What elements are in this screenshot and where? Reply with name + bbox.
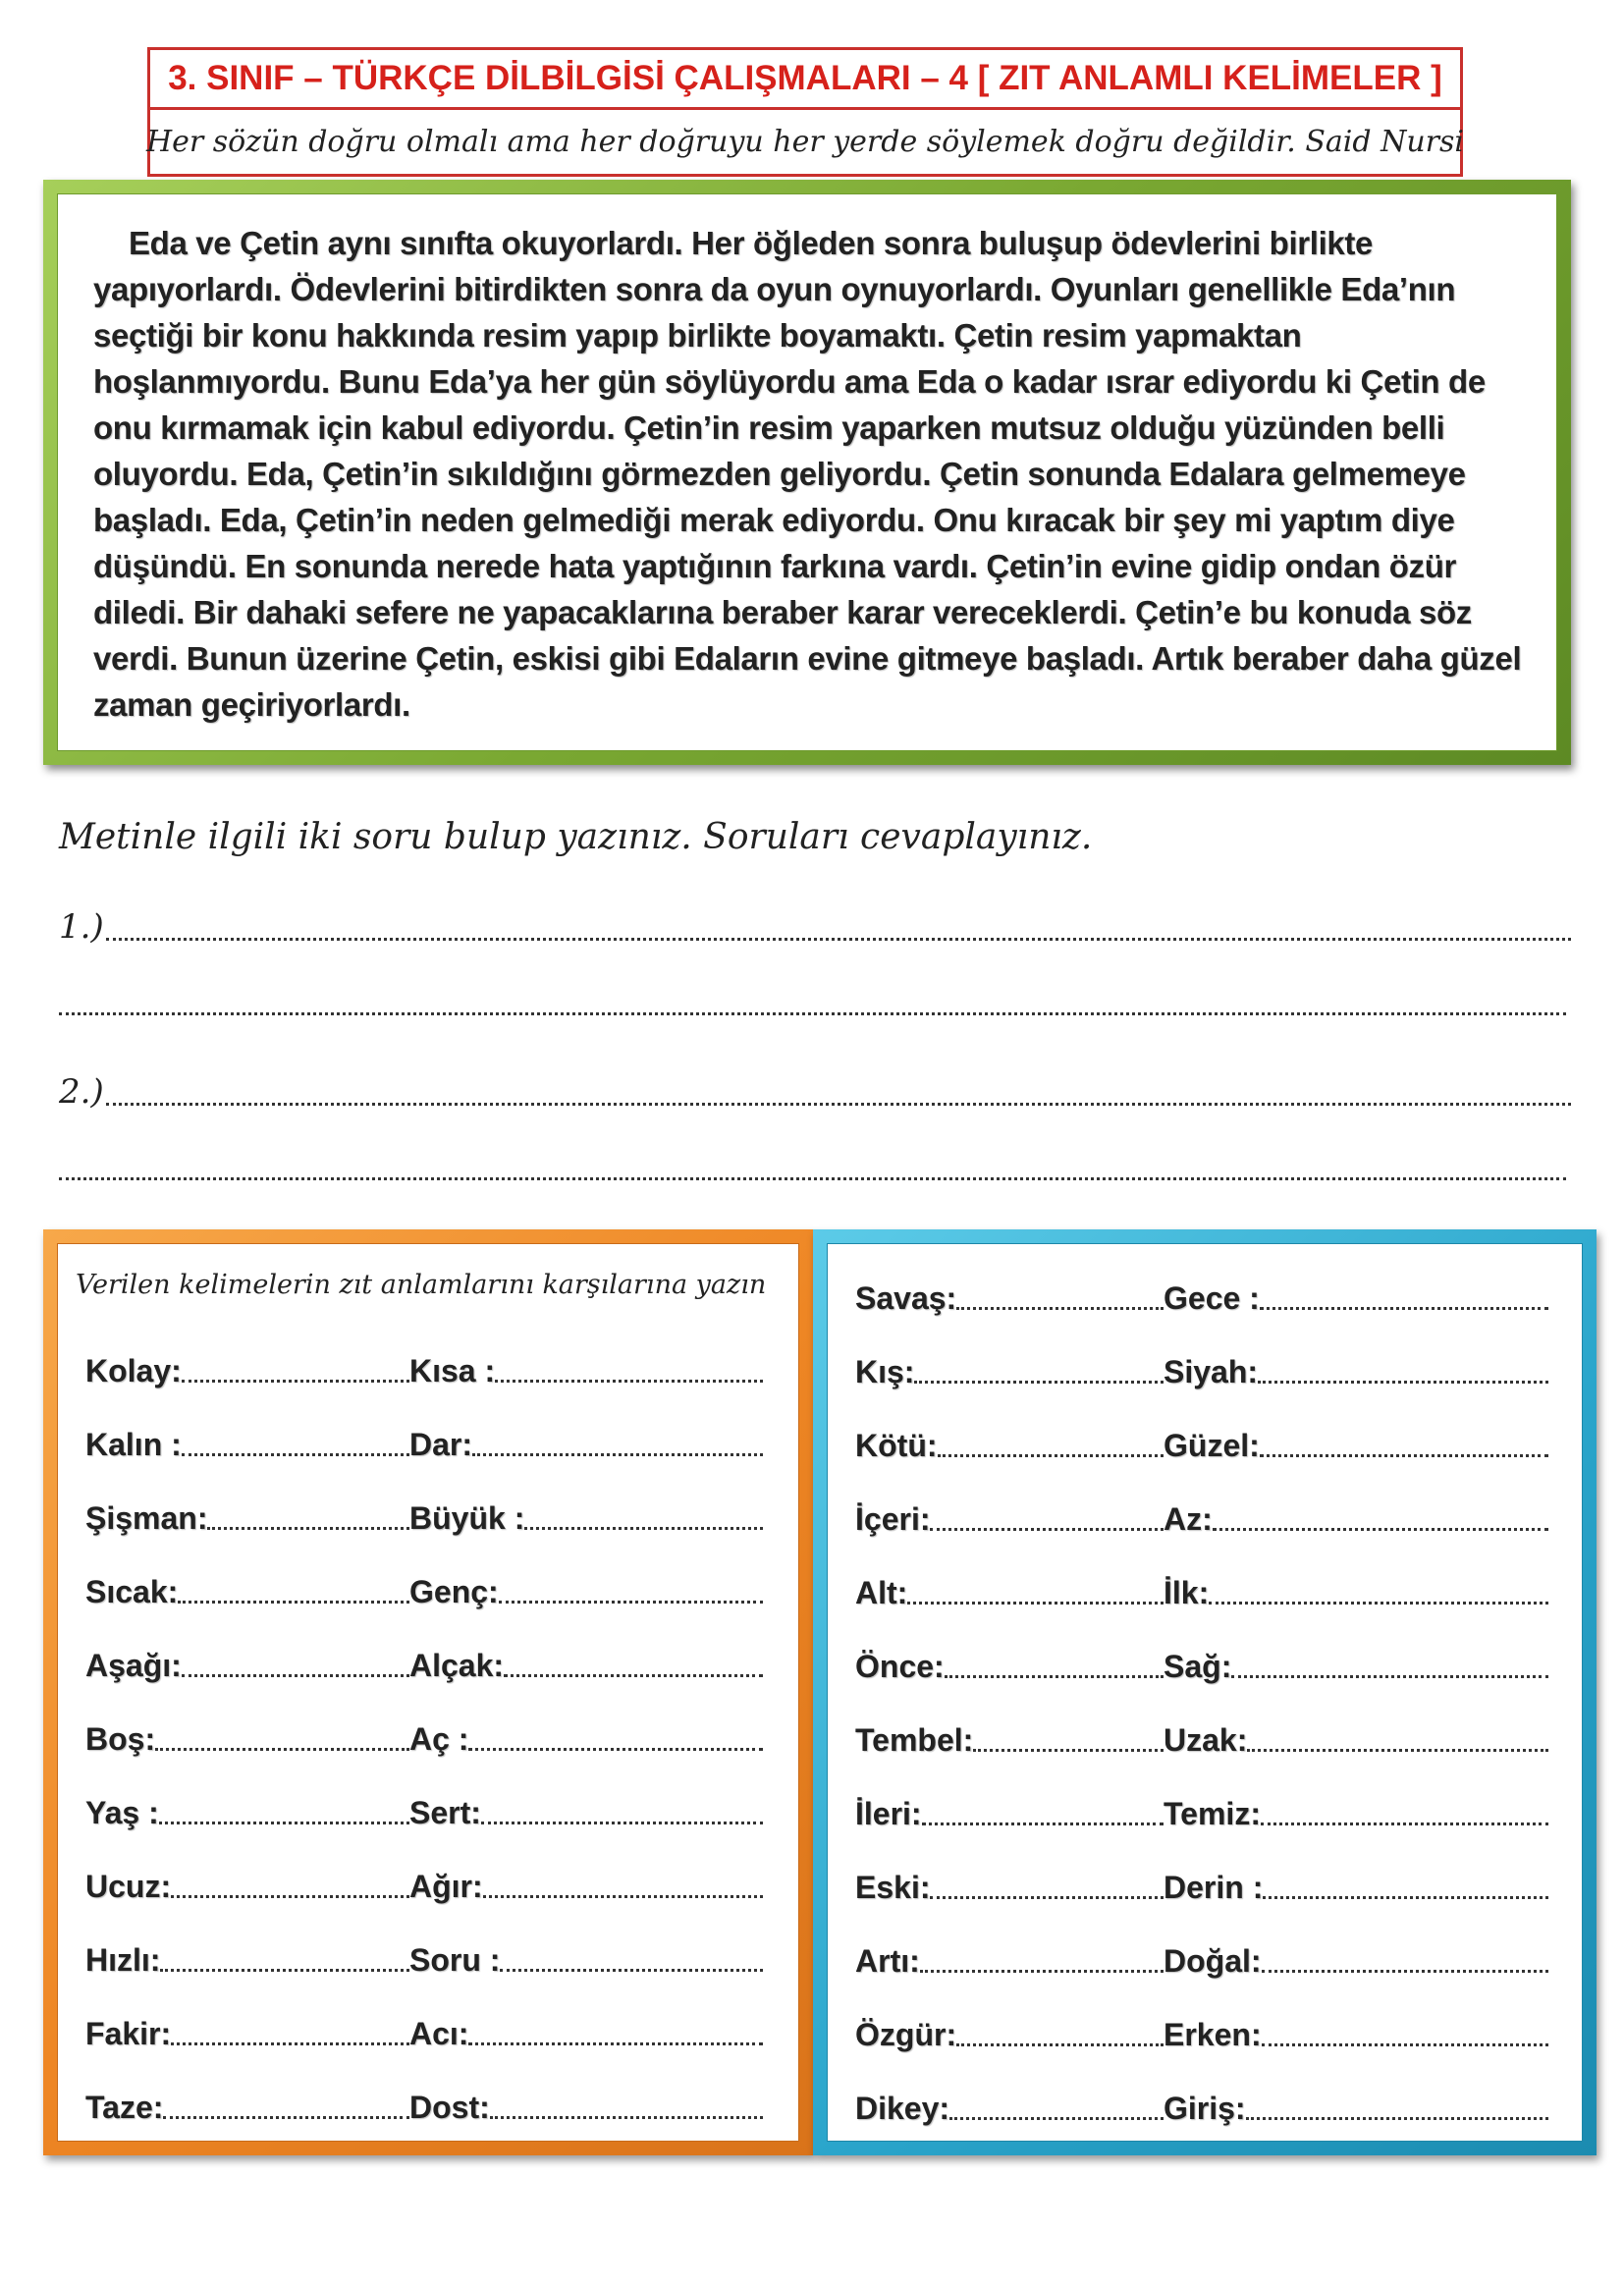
word-pair-cell[interactable] (1164, 1501, 1548, 1538)
answer-dots (949, 2117, 1164, 2120)
word-label: Aşağı: (85, 1648, 182, 1683)
answer-dots (155, 1748, 409, 1751)
left-words-inner (57, 1243, 799, 2142)
word-pair-cell[interactable] (1164, 1943, 1548, 1980)
question-line-2[interactable] (59, 1072, 1571, 1112)
word-label: Önce: (855, 1649, 945, 1684)
word-label: Artı: (855, 1943, 920, 1979)
word-pair-cell[interactable] (85, 1427, 409, 1463)
word-label: Büyük : (409, 1500, 525, 1536)
word-label: Hızlı: (85, 1942, 161, 1978)
answer-dots (106, 938, 1571, 941)
word-pair-cell[interactable] (85, 1500, 409, 1537)
word-pair-cell[interactable] (855, 2091, 1164, 2127)
answer-dots (1246, 2117, 1548, 2120)
word-pair-cell[interactable] (409, 1648, 763, 1684)
answer-dots (945, 1675, 1164, 1678)
answer-dots (163, 2116, 409, 2119)
word-label: İleri: (855, 1796, 922, 1831)
word-label: Kötü: (855, 1428, 938, 1463)
answer-dots (490, 2116, 763, 2119)
answer-dots (468, 2042, 763, 2045)
word-pair-row (85, 1714, 763, 1758)
word-pair-cell[interactable] (85, 2090, 409, 2126)
word-pair-cell[interactable] (409, 2090, 763, 2126)
word-label: Dikey: (855, 2091, 950, 2126)
word-pair-cell[interactable] (409, 1353, 763, 1389)
word-label: Özgür: (855, 2017, 957, 2052)
word-pair-row (85, 1935, 763, 1979)
answer-dots (973, 1749, 1164, 1752)
word-pair-row (855, 1495, 1548, 1538)
worksheet-title: 3. SINIF – TÜRKÇE DİLBİLGİSİ ÇALIŞMALARI – 4 [ ZIT ANLAMLI KELİMELER ] (147, 47, 1463, 110)
answer-dots (207, 1527, 409, 1530)
word-label: Sağ: (1164, 1649, 1232, 1684)
word-pair-cell[interactable] (409, 1574, 763, 1610)
answer-dots (171, 1895, 409, 1898)
answer-line-1[interactable] (59, 982, 1566, 1021)
word-pair-cell[interactable] (855, 1354, 1164, 1390)
answer-dots (1261, 1823, 1548, 1825)
word-label: Erken: (1164, 2017, 1262, 2052)
word-pair-row (855, 1347, 1548, 1390)
word-label: Doğal: (1164, 1943, 1262, 1979)
question-number-1: 1.) (59, 907, 104, 947)
word-pair-cell[interactable] (85, 2016, 409, 2052)
word-pair-cell[interactable] (855, 1575, 1164, 1611)
word-label: Güzel: (1164, 1428, 1260, 1463)
answer-dots (1260, 1454, 1548, 1457)
word-label: İçeri: (855, 1501, 931, 1537)
question-number-2: 2.) (59, 1072, 104, 1112)
word-label: Siyah: (1164, 1354, 1259, 1389)
word-pair-row (85, 2083, 763, 2126)
word-pair-cell[interactable] (85, 1353, 409, 1389)
answer-dots (171, 2042, 409, 2045)
word-pair-cell[interactable] (409, 1869, 763, 1905)
word-pair-cell[interactable] (855, 1280, 1164, 1317)
answer-dots (472, 1453, 763, 1456)
answer-dots (59, 1012, 1566, 1015)
answer-dots (1260, 1307, 1548, 1310)
word-pair-row (855, 1568, 1548, 1611)
left-words-box (43, 1229, 813, 2155)
answer-dots (178, 1601, 409, 1604)
word-pair-cell[interactable] (409, 1427, 763, 1463)
word-pair-cell[interactable] (85, 1721, 409, 1758)
story-box (43, 180, 1571, 765)
word-label: Kısa : (409, 1353, 496, 1388)
word-label: Ağır: (409, 1869, 483, 1904)
word-label: Savaş: (855, 1280, 957, 1316)
word-pair-row (85, 1641, 763, 1684)
word-label: Boş: (85, 1721, 156, 1757)
answer-dots (1258, 1381, 1548, 1384)
answer-dots (504, 1674, 763, 1677)
word-pair-cell[interactable] (1164, 2091, 1548, 2127)
story-paragraph: Eda ve Çetin aynı sınıfta okuyorlardı. Her öğleden sonra buluşup ödevlerini birlikte yapıyorlardı. Ödevlerini bitirdikten sonra da oyun oynuyorlardı. Oyunları genellikle Eda’nın seçtiği bir konu hakkında resim yapıp birlikte boyamaktı. Çetin resim yapmaktan hoşlanmıyordu. Bunu Eda’ya her gün söylüyordu ama Eda o kadar ısrar ediyordu ki Çetin de onu kırmamak için kabul ediyordu. Çetin’in resim yaparken mutsuz olduğu yüzünden belli oluyordu. Eda, Çetin’in sıkıldığını görmezden geliyordu. Çetin sonunda Edalara gelmemeye başladı. Eda, Çetin’in neden gelmediği merak ediyordu. Onu kıracak bir şey mi yaptım diye düşündü. En sonunda nerede hata yaptığının farkına vardı. Çetin’in evine gidip ondan özür diledi. Bir dahaki sefere ne yapacaklarına beraber karar vereceklerdi. Çetin’e bu konuda söz verdi. Bunun üzerine Çetin, eskisi gibi Edaların evine gitmeye başladı. Artık beraber daha güzel zaman geçiriyorlardı. (93, 225, 1522, 723)
answer-dots (956, 2043, 1164, 2046)
answer-dots (499, 1601, 763, 1604)
word-pair-row (85, 1788, 763, 1831)
question-instruction: Metinle ilgili iki soru bulup yazınız. Soruları cevaplayınız. (59, 817, 1093, 857)
word-label: Dost: (409, 2090, 490, 2125)
word-pair-cell[interactable] (855, 1870, 1164, 1906)
question-line-1[interactable] (59, 907, 1571, 947)
word-label: Alçak: (409, 1648, 505, 1683)
word-pair-cell[interactable] (409, 1795, 763, 1831)
word-label: Fakir: (85, 2016, 172, 2051)
word-label: Aç : (409, 1721, 469, 1757)
word-label: Genç: (409, 1574, 499, 1609)
word-pair-cell[interactable] (1164, 1649, 1548, 1685)
word-pair-cell[interactable] (85, 1648, 409, 1684)
word-label: Uzak: (1164, 1722, 1248, 1758)
word-label: Soru : (409, 1942, 501, 1978)
answer-dots (468, 1748, 763, 1751)
answer-dots (1213, 1528, 1548, 1531)
word-pair-row (855, 2084, 1548, 2127)
answer-dots (1262, 2043, 1548, 2046)
answer-dots (930, 1528, 1164, 1531)
word-pair-cell[interactable] (409, 1500, 763, 1537)
answer-dots (920, 1970, 1164, 1973)
answer-dots (182, 1453, 409, 1456)
word-pair-cell[interactable] (85, 1795, 409, 1831)
word-pair-cell[interactable] (409, 1721, 763, 1758)
word-label: Alt: (855, 1575, 908, 1610)
word-pair-cell[interactable] (409, 1942, 763, 1979)
word-pair-row (855, 1274, 1548, 1317)
word-pair-row (85, 1494, 763, 1537)
answer-dots (914, 1381, 1164, 1384)
answer-dots (1231, 1675, 1548, 1678)
word-pair-cell[interactable] (85, 1869, 409, 1905)
answer-dots (182, 1380, 409, 1383)
word-pair-row (855, 2010, 1548, 2053)
answer-dots (1262, 1970, 1548, 1973)
answer-dots (922, 1823, 1164, 1825)
word-label: Kalın : (85, 1427, 182, 1462)
word-label: Taze: (85, 2090, 164, 2125)
word-pair-cell[interactable] (1164, 1354, 1548, 1390)
word-label: Yaş : (85, 1795, 159, 1830)
word-pair-cell[interactable] (1164, 1280, 1548, 1317)
word-pair-row (855, 1421, 1548, 1464)
word-pair-row (855, 1642, 1548, 1685)
answer-dots (524, 1527, 763, 1530)
answer-dots (938, 1454, 1164, 1457)
answer-dots (182, 1674, 409, 1677)
word-label: Tembel: (855, 1722, 974, 1758)
words-instruction: Verilen kelimelerin zıt anlamlarını karşılarına yazın (76, 1270, 767, 1300)
answer-dots (160, 1969, 409, 1972)
word-pair-row (855, 1789, 1548, 1832)
word-label: Temiz: (1164, 1796, 1261, 1831)
word-pair-row (855, 1863, 1548, 1906)
word-pair-row (85, 1346, 763, 1389)
word-label: İlk: (1164, 1575, 1210, 1610)
word-pair-cell[interactable] (855, 2017, 1164, 2053)
word-label: Ucuz: (85, 1869, 172, 1904)
right-words-box (813, 1229, 1597, 2155)
word-pair-cell[interactable] (1164, 2017, 1548, 2053)
word-pair-cell[interactable] (855, 1796, 1164, 1832)
word-pair-cell[interactable] (855, 1722, 1164, 1759)
word-pair-row (855, 1715, 1548, 1759)
word-label: Sert: (409, 1795, 481, 1830)
word-label: Sıcak: (85, 1574, 179, 1609)
answer-dots (500, 1969, 763, 1972)
right-words-inner (827, 1243, 1583, 2142)
word-label: Dar: (409, 1427, 473, 1462)
word-pair-row (85, 1862, 763, 1905)
answer-dots (106, 1103, 1571, 1106)
quote-line: Her sözün doğru olmalı ama her doğruyu her yerde söylemek doğru değildir. Said Nursi (147, 110, 1463, 177)
answer-dots (907, 1602, 1164, 1605)
word-pair-cell[interactable] (1164, 1870, 1548, 1906)
word-pair-cell[interactable] (1164, 1575, 1548, 1611)
answer-dots (956, 1307, 1164, 1310)
word-pair-row (85, 1420, 763, 1463)
story-inner (57, 193, 1557, 751)
word-label: Kolay: (85, 1353, 182, 1388)
answer-dots (1247, 1749, 1548, 1752)
answer-dots (159, 1822, 409, 1824)
word-pair-cell[interactable] (409, 2016, 763, 2052)
word-pair-cell[interactable] (85, 1942, 409, 1979)
word-pair-cell[interactable] (85, 1574, 409, 1610)
word-label: Giriş: (1164, 2091, 1246, 2126)
word-pair-cell[interactable] (1164, 1796, 1548, 1832)
word-label: Acı: (409, 2016, 469, 2051)
answer-dots (930, 1896, 1164, 1899)
word-pair-row (855, 1936, 1548, 1980)
word-pair-row (85, 1567, 763, 1610)
answer-dots (483, 1895, 763, 1898)
word-pair-cell[interactable] (1164, 1722, 1548, 1759)
word-label: Kış: (855, 1354, 915, 1389)
word-pair-cell[interactable] (855, 1428, 1164, 1464)
word-pair-cell[interactable] (1164, 1428, 1548, 1464)
answer-line-2[interactable] (59, 1147, 1566, 1186)
word-label: Derin : (1164, 1870, 1264, 1905)
answer-dots (495, 1380, 763, 1383)
word-pair-cell[interactable] (855, 1501, 1164, 1538)
answer-dots (1209, 1602, 1548, 1605)
word-label: Şişman: (85, 1500, 208, 1536)
word-label: Az: (1164, 1501, 1213, 1537)
answer-dots (59, 1177, 1566, 1180)
answer-dots (1263, 1896, 1548, 1899)
word-pair-cell[interactable] (855, 1943, 1164, 1980)
answer-dots (481, 1822, 763, 1824)
word-label: Eski: (855, 1870, 931, 1905)
word-pair-cell[interactable] (855, 1649, 1164, 1685)
word-label: Gece : (1164, 1280, 1260, 1316)
word-pair-row (85, 2009, 763, 2052)
